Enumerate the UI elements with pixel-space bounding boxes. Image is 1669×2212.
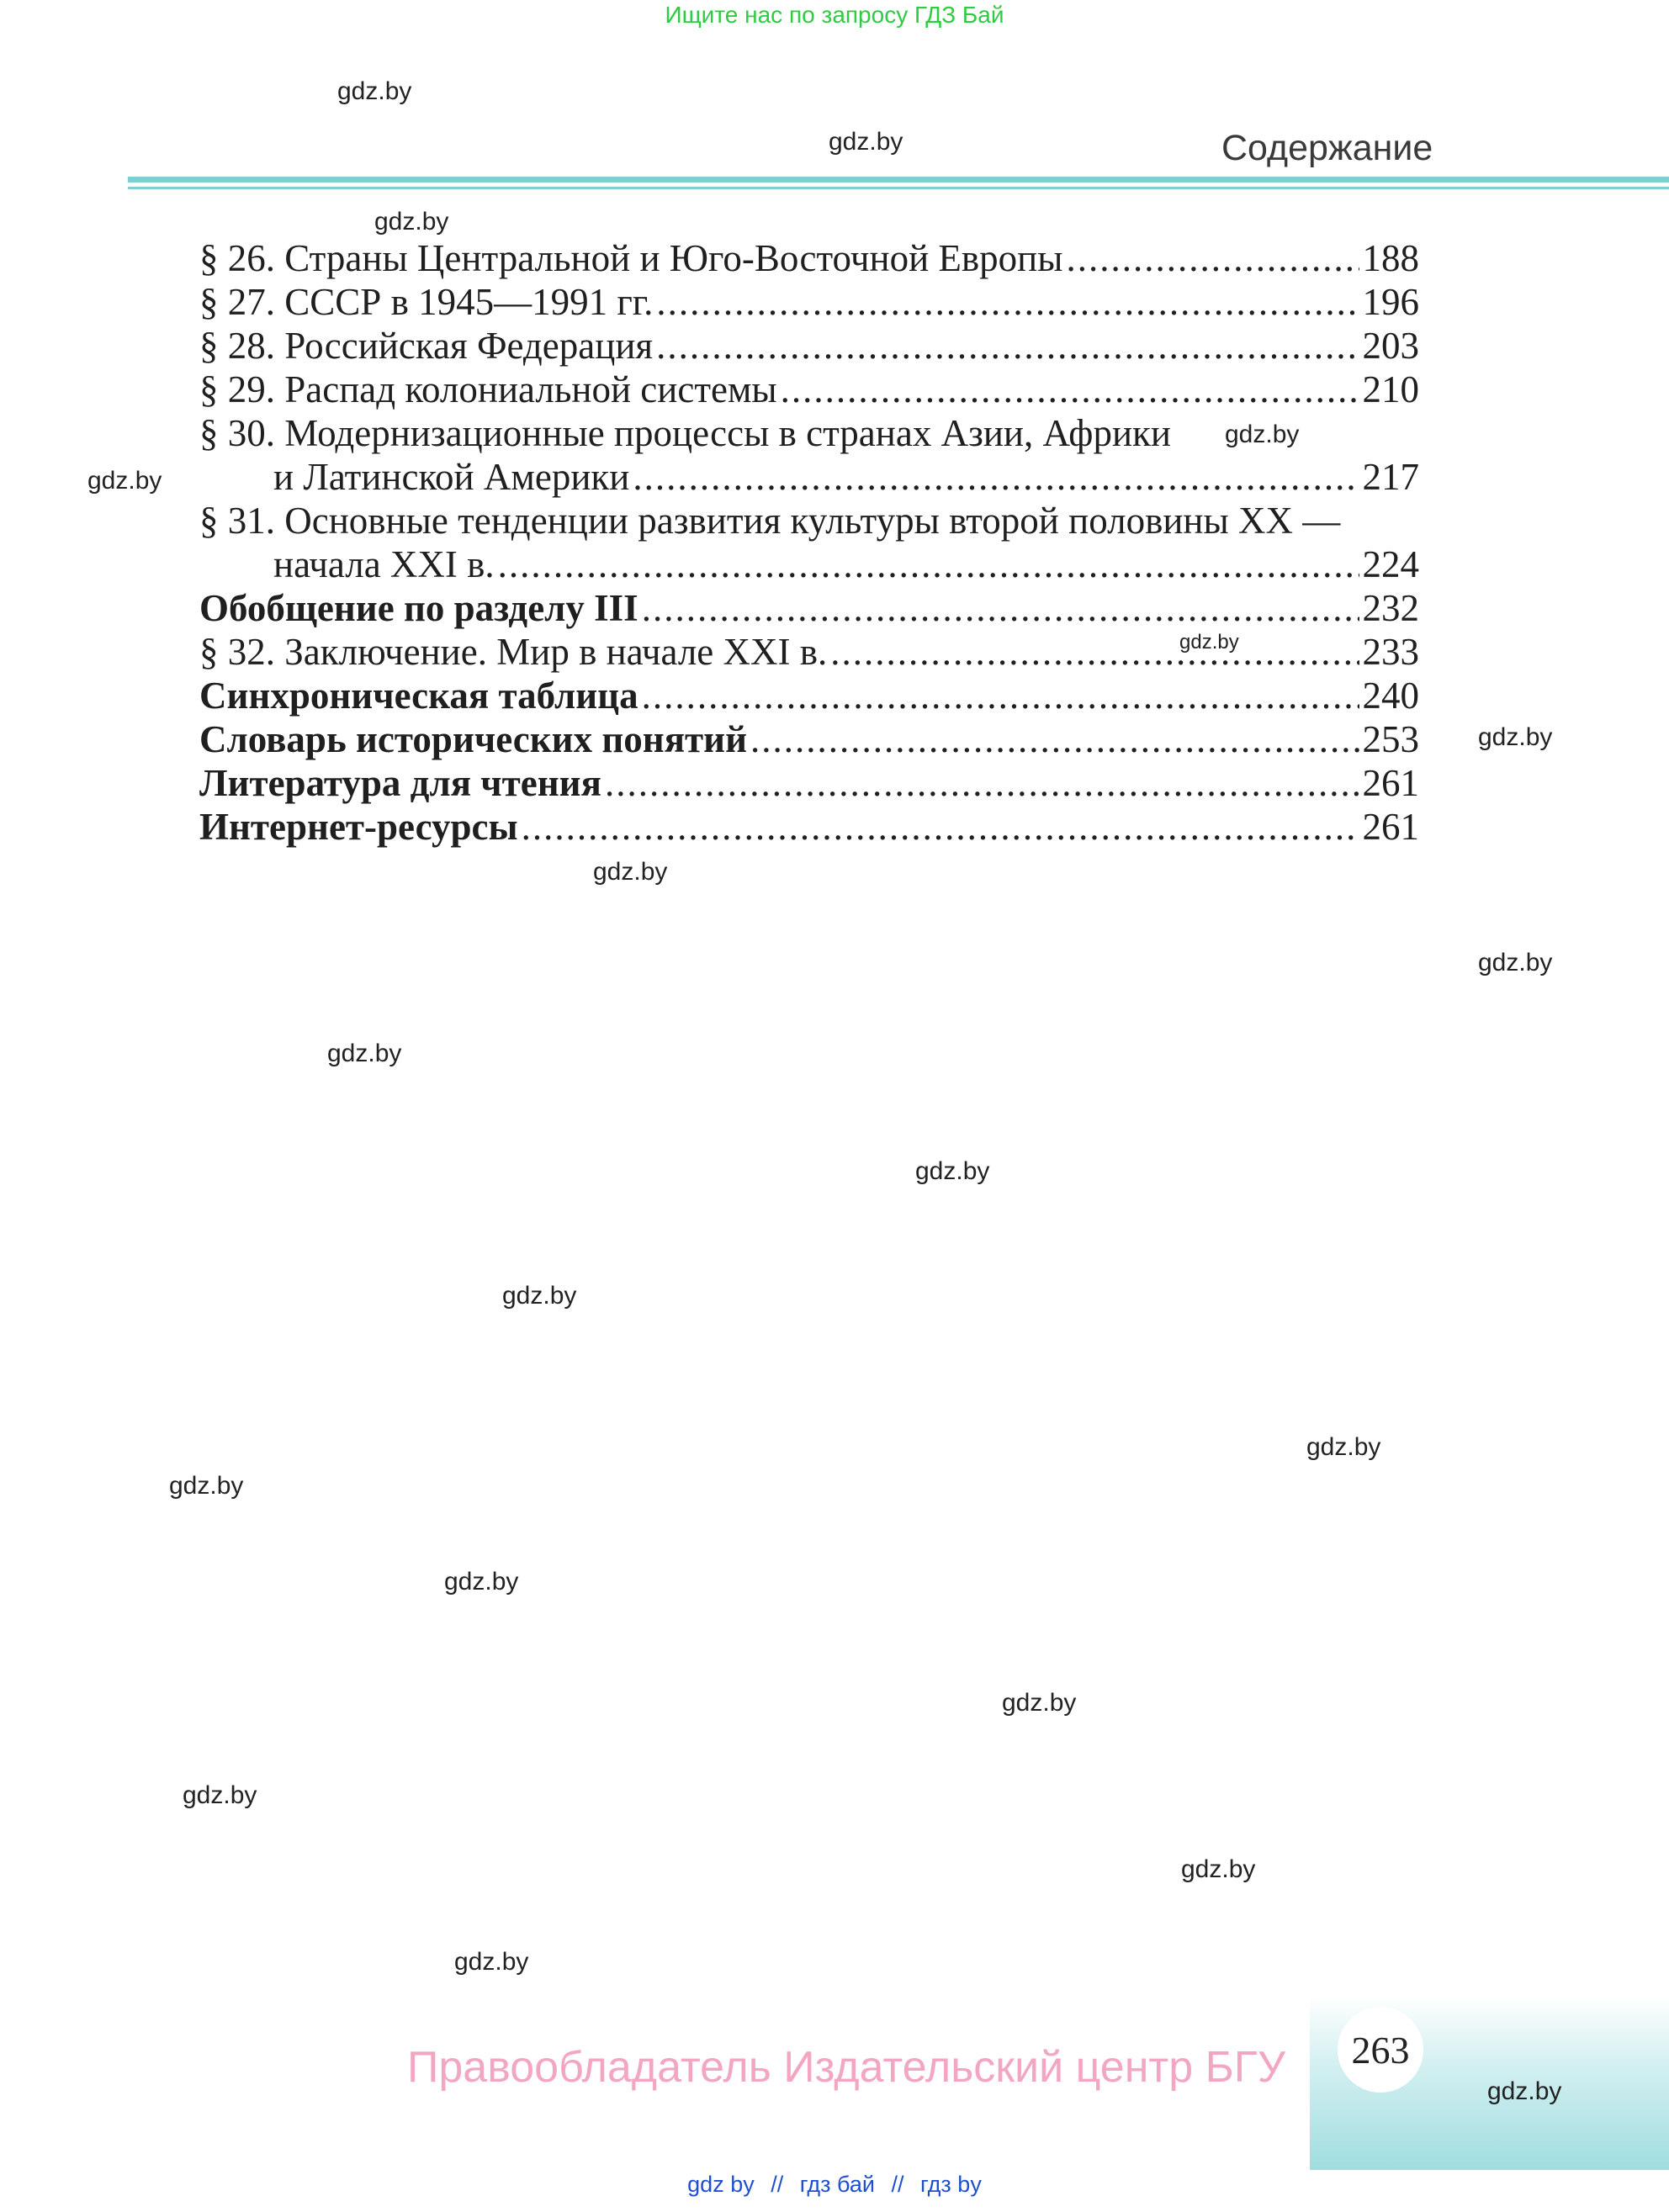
toc-entry-title: Обобщение по разделу III xyxy=(199,587,638,629)
toc-leader-dots xyxy=(656,280,1359,324)
table-of-contents xyxy=(199,236,1419,849)
footer-link-gdz-by[interactable]: gdz by xyxy=(687,2172,755,2197)
toc-leader-dots xyxy=(830,630,1359,674)
toc-leader-dots xyxy=(522,805,1359,849)
toc-entry-title: § 26. Страны Центральной и Юго-Восточной Европы xyxy=(199,237,1063,279)
section-title: Содержание xyxy=(1221,128,1433,168)
toc-entry-page: 240 xyxy=(1362,675,1419,717)
watermark: gdz.by xyxy=(1179,631,1239,654)
toc-leader-dots xyxy=(656,324,1359,368)
footer-separator: // xyxy=(771,2172,784,2197)
toc-entry[interactable] xyxy=(199,586,1419,630)
toc-entry[interactable] xyxy=(199,805,1419,849)
watermark: gdz.by xyxy=(502,1282,577,1310)
toc-entry[interactable] xyxy=(199,717,1419,761)
page-number: 263 xyxy=(1338,2007,1423,2093)
watermark: gdz.by xyxy=(183,1781,257,1809)
toc-entry-title: § 28. Российская Федерация xyxy=(199,325,654,367)
toc-entry-title: Интернет-ресурсы xyxy=(199,806,518,848)
toc-entry[interactable] xyxy=(199,674,1419,717)
toc-leader-dots xyxy=(633,455,1359,499)
toc-entry-continuation[interactable] xyxy=(199,542,1419,586)
toc-leader-dots xyxy=(498,542,1359,586)
toc-entry[interactable] xyxy=(199,761,1419,805)
toc-entry-page: 261 xyxy=(1362,806,1419,848)
copyright-notice: Правообладатель Издательский центр БГУ xyxy=(407,2043,1285,2092)
watermark: gdz.by xyxy=(915,1157,990,1185)
toc-entry-title: и Латинской Америки xyxy=(273,456,630,498)
toc-entry-page: 196 xyxy=(1362,281,1419,323)
watermark: gdz.by xyxy=(327,1040,402,1067)
watermark: gdz.by xyxy=(593,858,668,886)
toc-entry-page: 224 xyxy=(1362,543,1419,585)
watermark: gdz.by xyxy=(374,208,449,235)
toc-entry-title: § 29. Распад колониальной системы xyxy=(199,368,777,410)
toc-entry[interactable] xyxy=(199,324,1419,368)
watermark: gdz.by xyxy=(829,128,903,156)
toc-entry[interactable] xyxy=(199,368,1419,411)
toc-entry-page: 261 xyxy=(1362,762,1419,804)
footer-link-gdz-bai[interactable]: гдз бай xyxy=(799,2172,875,2197)
watermark: gdz.by xyxy=(169,1472,244,1500)
toc-leader-dots xyxy=(605,761,1359,805)
footer-link-gdz-by-cyr[interactable]: гдз by xyxy=(920,2172,982,2197)
watermark: gdz.by xyxy=(454,1948,529,1976)
watermark: gdz.by xyxy=(1225,421,1300,448)
toc-entry[interactable] xyxy=(199,499,1419,542)
toc-leader-dots xyxy=(642,586,1359,630)
toc-entry-title: начала XXI в. xyxy=(273,543,495,585)
watermark: gdz.by xyxy=(1181,1855,1256,1883)
toc-entry-title: § 32. Заключение. Мир в начале XXI в. xyxy=(199,631,828,673)
watermark: gdz.by xyxy=(1306,1433,1381,1461)
toc-entry-title: § 27. СССР в 1945—1991 гг. xyxy=(199,281,654,323)
watermark: gdz.by xyxy=(87,467,162,495)
header-rule-thick xyxy=(128,177,1669,183)
toc-entry-page: 203 xyxy=(1362,325,1419,367)
toc-entry-page: 210 xyxy=(1362,368,1419,410)
toc-entry-title: Литература для чтения xyxy=(199,762,601,804)
toc-leader-dots xyxy=(750,717,1359,761)
watermark: gdz.by xyxy=(1478,949,1553,976)
watermark: gdz.by xyxy=(444,1568,519,1595)
footer-separator: // xyxy=(891,2172,904,2197)
toc-entry[interactable] xyxy=(199,280,1419,324)
toc-leader-dots xyxy=(642,674,1359,717)
toc-entry-page: 217 xyxy=(1362,456,1419,498)
toc-entry-title: Синхроническая таблица xyxy=(199,675,638,717)
search-banner: Ищите нас по запросу ГДЗ Бай xyxy=(665,2,1004,28)
toc-entry-page: 232 xyxy=(1362,587,1419,629)
toc-entry-page: 253 xyxy=(1362,718,1419,760)
toc-leader-dots xyxy=(781,368,1359,411)
toc-entry-title: § 30. Модернизационные процессы в странах Азии, Африки xyxy=(199,412,1171,454)
header-rule-thin xyxy=(128,187,1669,189)
toc-entry-page: 188 xyxy=(1362,237,1419,279)
toc-entry-continuation[interactable] xyxy=(199,455,1419,499)
watermark: gdz.by xyxy=(337,77,412,105)
toc-leader-dots xyxy=(1066,236,1359,280)
toc-entry-title: Словарь исторических понятий xyxy=(199,718,748,760)
footer-links xyxy=(0,2172,1669,2198)
toc-entry-title: § 31. Основные тенденции развития культуры второй половины XX — xyxy=(199,500,1341,542)
toc-entry-page: 233 xyxy=(1362,631,1419,673)
toc-entry[interactable] xyxy=(199,236,1419,280)
watermark: gdz.by xyxy=(1002,1689,1077,1717)
watermark: gdz.by xyxy=(1478,723,1553,751)
watermark: gdz.by xyxy=(1487,2077,1562,2105)
